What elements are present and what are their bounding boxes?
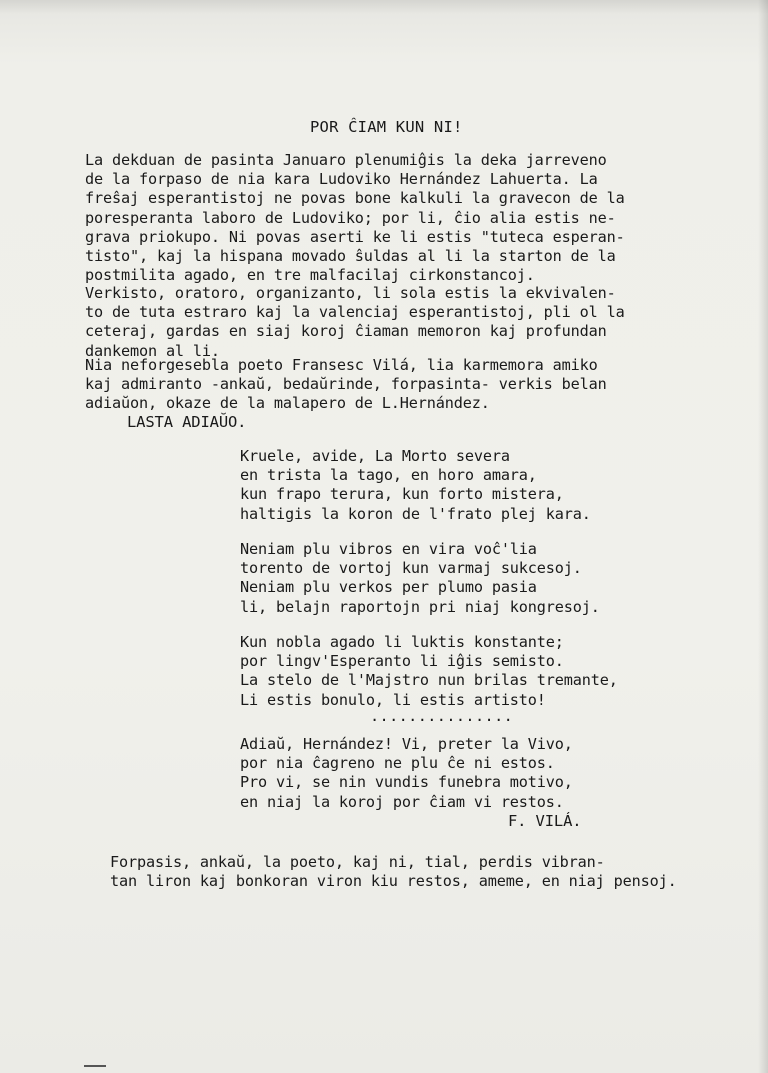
page-mark (84, 1065, 106, 1067)
poem-stanza-4: Adiaŭ, Hernández! Vi, preter la Vivo, por nia ĉagreno ne plu ĉe ni estos. Pro vi, se nin vundis funebra motivo, en niaj la koroj por ĉiam vi restos. (240, 735, 573, 811)
paragraph-1: La dekduan de pasinta Januaro plenumiĝis la deka jarreveno de la forpaso de nia kara Ludoviko Hernández Lahuerta. La freŝaj esperantistoj ne povas bone kalkuli la gravecon de la poresperanta laboro de Ludoviko; por li, ĉio alia estis ne- grava priokupo. Ni povas aserti ke li estis "tuteca esperan- tisto", kaj la hispana movado ŝuldas al li la starton de la postmilita agado, en tre malfacilaj cirkonstancoj. (85, 151, 625, 285)
poem-signature: F. VILÁ. (508, 812, 582, 830)
poem-title: LASTA ADIAŬO. (127, 413, 247, 431)
page-right-shadow (758, 0, 768, 1073)
paragraph-2: Verkisto, oratoro, organizanto, li sola estis la ekvivalen- to de tuta estraro kaj la valenciaj esperantistoj, pli ol la ceteraj, gardas en siaj koroj ĉiaman memoron kaj profundan dankemon al li. (85, 284, 625, 360)
article-title: POR ĈIAM KUN NI! (310, 118, 463, 136)
paragraph-3: Nia neforgesebla poeto Fransesc Vilá, lia karmemora amiko kaj admiranto -ankaŭ, bedaŭrinde, forpasinta- verkis belan adiaŭon, okaze de la malapero de L.Hernández. (85, 356, 607, 413)
poem-separator: ............... (370, 707, 514, 725)
poem-stanza-3: Kun nobla agado li luktis konstante; por lingv'Esperanto li iĝis semisto. La stelo de l'Majstro nun brilas tremante, Li estis bonulo, li estis artisto! (240, 633, 618, 709)
poem-stanza-1: Kruele, avide, La Morto severa en trista la tago, en horo amara, kun frapo terura, kun forto mistera, haltigis la koron de l'frato plej kara. (240, 447, 591, 523)
page-top-shadow (0, 0, 768, 14)
closing-paragraph: Forpasis, ankaŭ, la poeto, kaj ni, tial, perdis vibran- tan liron kaj bonkoran viron kiu restos, ameme, en niaj pensoj. (110, 853, 677, 891)
poem-stanza-2: Neniam plu vibros en vira voĉ'lia torento de vortoj kun varmaj sukcesoj. Neniam plu verkos per plumo pasia li, belajn raportojn pri niaj kongresoj. (240, 540, 600, 616)
